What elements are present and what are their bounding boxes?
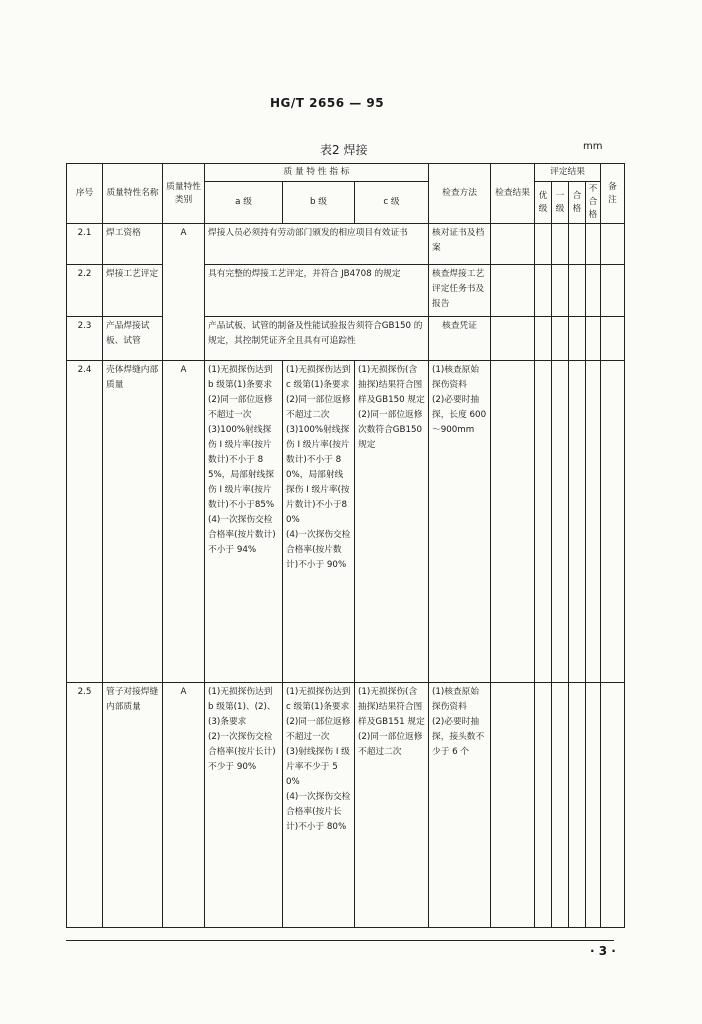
- col-fail: 不合格: [586, 182, 601, 224]
- row-spec: 具有完整的焊接工艺评定，并符合 JB4708 的规定: [205, 265, 429, 317]
- row-spec: 焊接人员必须持有劳动部门颁发的相应项目有效证书: [205, 224, 429, 265]
- row-item: 焊接工艺评定: [103, 265, 163, 317]
- row-item: 产品焊接试板、试管: [103, 317, 163, 361]
- row-grade-c: (1)无损探伤(含抽探)结果符合图样及GB150 规定 (2)同一部位返修次数符合GB150 规定: [355, 361, 429, 683]
- row-method: 核查凭证: [429, 317, 491, 361]
- col-grade-c: c 级: [355, 182, 429, 224]
- row-no: 2.3: [67, 317, 103, 361]
- row-grade-b: (1)无损探伤达到 c 级第(1)条要求 (2)同一部位返修不超过一次 (3)射线探伤 I 级片率不少于 50% (4)一次探伤交检合格率(按片长计)不小于 80%: [283, 683, 355, 928]
- col-remark: 备注: [601, 164, 625, 224]
- row-method: 核查焊接工艺评定任务书及报告: [429, 265, 491, 317]
- table-row: [67, 683, 625, 928]
- col-quality-class: 质量特性类别: [163, 164, 205, 224]
- col-excellent: 优级: [535, 182, 552, 224]
- col-grade-a: a 级: [205, 182, 283, 224]
- row-class: A: [163, 683, 205, 928]
- row-class: A: [163, 361, 205, 683]
- col-method: 检查方法: [429, 164, 491, 224]
- row-grade-c: (1)无损探伤(含抽探)结果符合图样及GB151 规定 (2)同一部位返修不超过二次: [355, 683, 429, 928]
- col-quality-item: 质量特性名称: [103, 164, 163, 224]
- col-result: 检查结果: [491, 164, 535, 224]
- row-grade-a: (1)无损探伤达到 b 级第(1)条要求 (2)同一部位返修不超过一次 (3)100%射线探伤 I 级片率(按片数计)不小于 85%，局部射线探伤 I 级片率(按片数计)不小于85% (4)一次探伤交检合格率(按片数计)不小于 94%: [205, 361, 283, 683]
- row-item: 壳体焊缝内部质量: [103, 361, 163, 683]
- standard-code-header: HG/T 2656 — 95: [270, 96, 385, 110]
- row-method: (1)核查原始探伤资料 (2)必要时抽探，接头数不少于 6 个: [429, 683, 491, 928]
- table-row: [67, 224, 625, 265]
- row-class: [163, 317, 205, 361]
- row-method: 核对证书及档案: [429, 224, 491, 265]
- row-no: 2.4: [67, 361, 103, 683]
- row-no: 2.1: [67, 224, 103, 265]
- col-pass: 合格: [569, 182, 586, 224]
- table-row: [67, 317, 625, 361]
- col-spec-group: 质 量 特 性 指 标: [205, 164, 429, 182]
- col-no: 序号: [67, 164, 103, 224]
- unit-label: mm: [583, 141, 603, 152]
- row-grade-b: (1)无损探伤达到 c 级第(1)条要求 (2)同一部位返修不超过二次 (3)100%射线探伤 I 级片率(按片数计)不小于 80%，局部射线探伤 I 级片率(按片数计)不小于80% (4)一次探伤交检合格率(按片数计)不小于 90%: [283, 361, 355, 683]
- col-grade-b: b 级: [283, 182, 355, 224]
- row-item: 管子对接焊缝内部质量: [103, 683, 163, 928]
- row-class: [163, 265, 205, 317]
- col-eval-group: 评定结果: [535, 164, 601, 182]
- row-grade-a: (1)无损探伤达到 b 级第(1)、(2)、(3)条要求 (2)一次探伤交检合格率(按片长计)不少于 90%: [205, 683, 283, 928]
- row-no: 2.2: [67, 265, 103, 317]
- page-number: · 3 ·: [590, 944, 616, 958]
- table-row: [67, 265, 625, 317]
- row-class: A: [163, 224, 205, 265]
- welding-quality-table: [66, 163, 625, 928]
- footer-rule: [66, 940, 614, 941]
- col-first: 一级: [552, 182, 569, 224]
- row-no: 2.5: [67, 683, 103, 928]
- row-spec: 产品试板、试管的制备及性能试验报告须符合GB150 的规定，其控制凭证齐全且具有可追踪性: [205, 317, 429, 361]
- table-title: 表2 焊接: [320, 143, 368, 157]
- row-method: (1)核查原始探伤资料 (2)必要时抽探，长度 600～900mm: [429, 361, 491, 683]
- row-item: 焊工资格: [103, 224, 163, 265]
- table-row: [67, 361, 625, 683]
